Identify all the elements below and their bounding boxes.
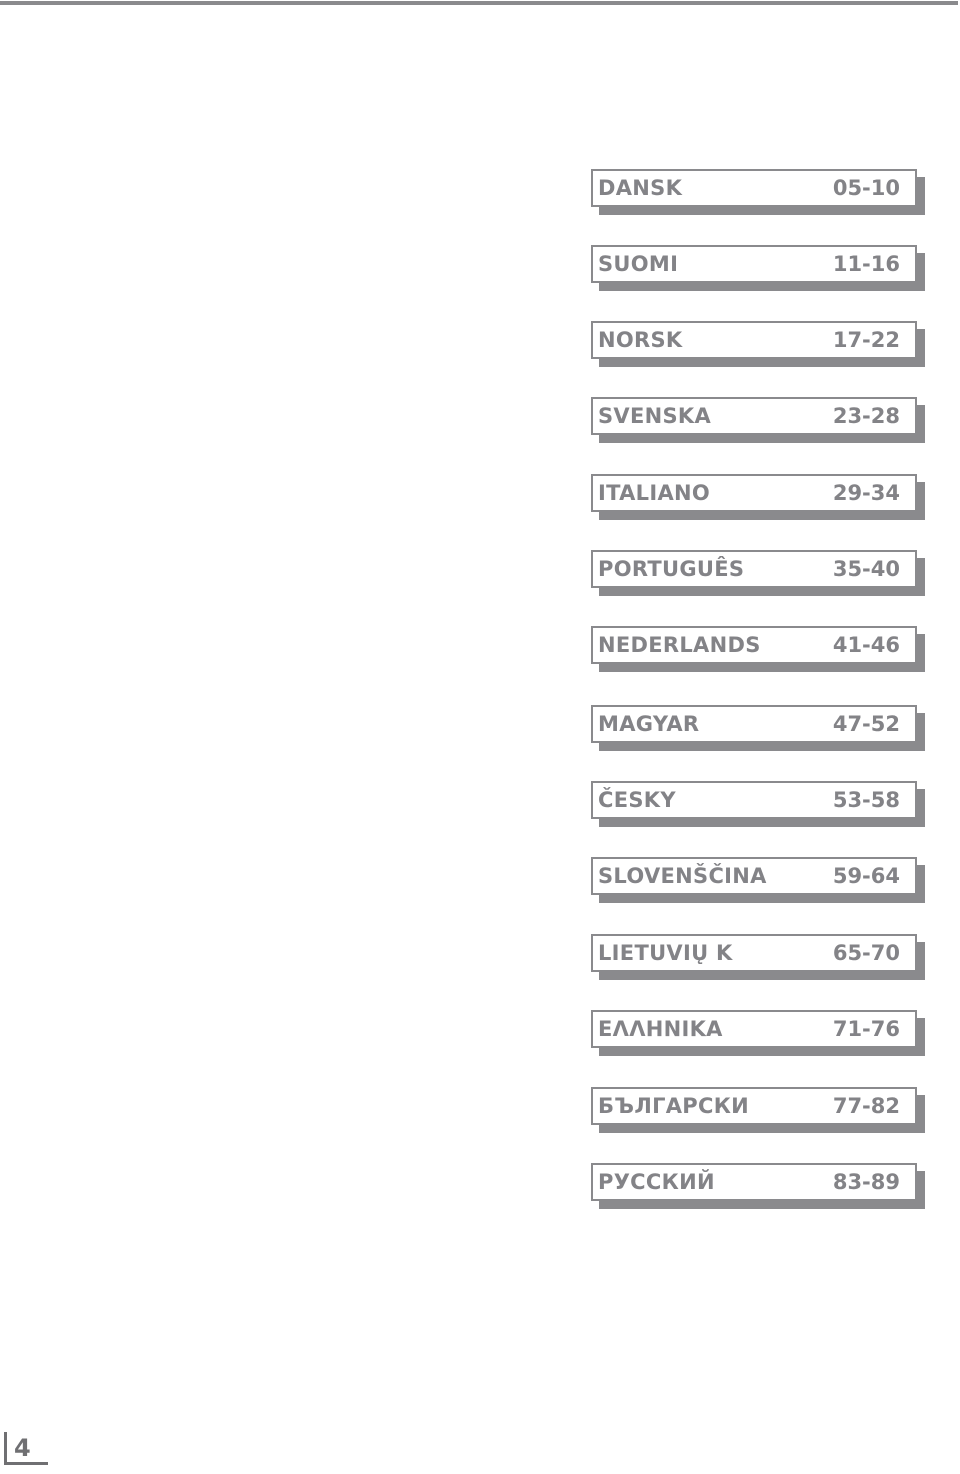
entry-language: ČESKY (598, 788, 676, 812)
entry-page-range: 59-64 (832, 864, 900, 888)
toc-entry-slovenscina[interactable] (591, 857, 917, 895)
entry-box (591, 169, 917, 207)
entry-box (591, 857, 917, 895)
entry-box (591, 245, 917, 283)
toc-entry-svenska[interactable] (591, 397, 917, 435)
toc-entry-nederlands[interactable] (591, 626, 917, 664)
entry-box (591, 781, 917, 819)
entry-page-range: 65-70 (832, 941, 900, 965)
entry-page-range: 47-52 (832, 712, 900, 736)
page-number-horizontal-rule (4, 1462, 48, 1465)
entry-page-range: 17-22 (832, 328, 900, 352)
entry-page-range: 23-28 (832, 404, 900, 428)
entry-box (591, 626, 917, 664)
entry-box (591, 1010, 917, 1048)
toc-entry-norsk[interactable] (591, 321, 917, 359)
toc-entry-russkiy[interactable] (591, 1163, 917, 1201)
toc-entry-cesky[interactable] (591, 781, 917, 819)
page-number-vertical-rule (4, 1432, 7, 1465)
toc-entry-portugues[interactable] (591, 550, 917, 588)
entry-page-range: 11-16 (832, 252, 900, 276)
entry-page-range: 05-10 (832, 176, 900, 200)
toc-entry-balgarski[interactable] (591, 1087, 917, 1125)
entry-box (591, 934, 917, 972)
toc-entry-italiano[interactable] (591, 474, 917, 512)
entry-box (591, 550, 917, 588)
entry-box (591, 397, 917, 435)
toc-entry-magyar[interactable] (591, 705, 917, 743)
entry-box (591, 1087, 917, 1125)
entry-language: БЪЛГАРСКИ (598, 1094, 750, 1118)
entry-language: LIETUVIŲ K (598, 941, 733, 965)
toc-entry-lietuviu[interactable] (591, 934, 917, 972)
page-number (0, 1428, 48, 1468)
entry-page-range: 77-82 (832, 1094, 900, 1118)
entry-language: PORTUGUÊS (598, 557, 745, 581)
entry-language: SVENSKA (598, 404, 712, 428)
entry-language: NEDERLANDS (598, 633, 761, 657)
entry-page-range: 41-46 (832, 633, 900, 657)
entry-page-range: 29-34 (832, 481, 900, 505)
toc-entry-ellinika[interactable] (591, 1010, 917, 1048)
entry-box (591, 321, 917, 359)
page-number-text: 4 (14, 1434, 31, 1462)
entry-box (591, 474, 917, 512)
entry-language: РУССКИЙ (598, 1170, 715, 1194)
toc-entry-suomi[interactable] (591, 245, 917, 283)
entry-language: NORSK (598, 328, 683, 352)
entry-language: SLOVENŠČINA (598, 864, 767, 888)
entry-page-range: 53-58 (832, 788, 900, 812)
entry-box (591, 1163, 917, 1201)
entry-box (591, 705, 917, 743)
entry-page-range: 35-40 (832, 557, 900, 581)
entry-language: MAGYAR (598, 712, 700, 736)
table-of-contents (591, 169, 931, 1229)
toc-entry-dansk[interactable] (591, 169, 917, 207)
entry-language: DANSK (598, 176, 683, 200)
entry-language: ITALIANO (598, 481, 711, 505)
entry-page-range: 83-89 (832, 1170, 900, 1194)
entry-page-range: 71-76 (832, 1017, 900, 1041)
top-rule (0, 1, 958, 5)
entry-language: ΕΛΛΗΝΙΚΑ (598, 1017, 723, 1041)
entry-language: SUOMI (598, 252, 679, 276)
